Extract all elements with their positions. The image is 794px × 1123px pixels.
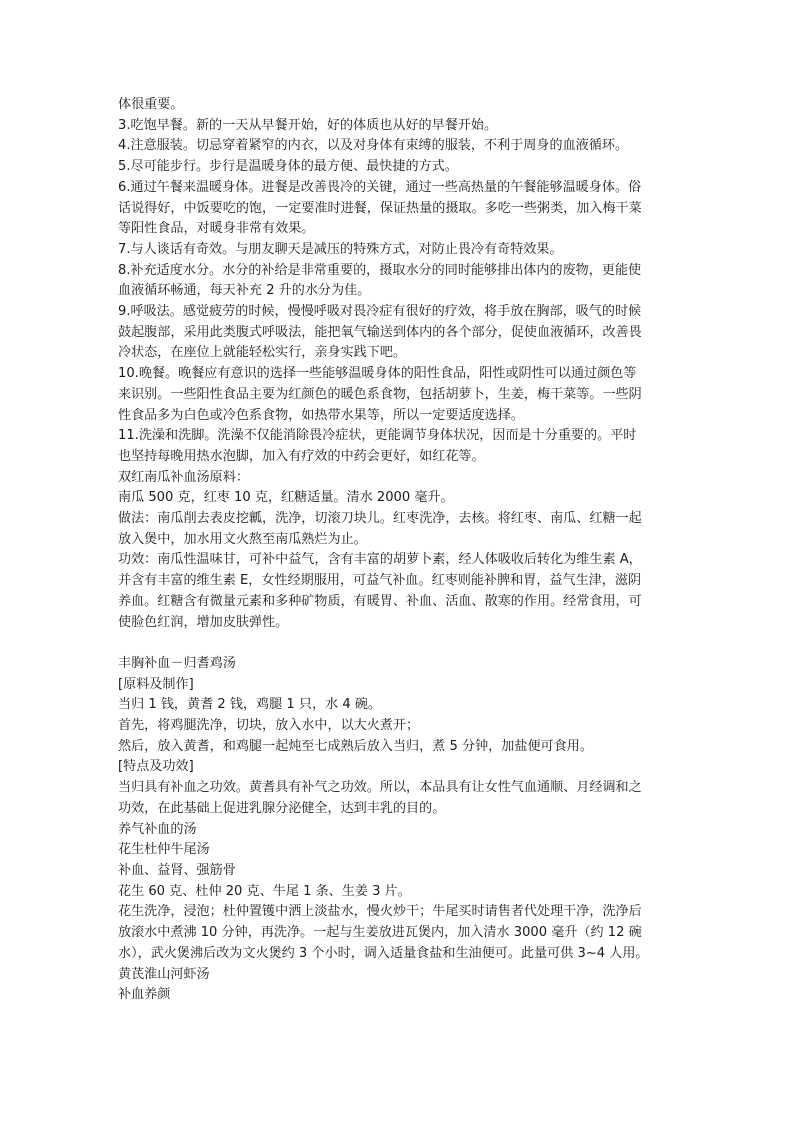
section-heading: 养气补血的汤	[118, 821, 197, 837]
text-line: 6.通过午餐来温暖身体。进餐是改善畏冷的关键，通过一些高热量的午餐能够温暖身体。俗	[118, 179, 642, 195]
text-line: 养血。红糖含有微量元素和多种矿物质，有暖胃、补血、活血、散寒的作用。经常食用，可	[118, 593, 642, 609]
text-line: 性食品多为白色或冷色系食物，如热带水果等，所以一定要适度选择。	[118, 407, 524, 423]
text-line: [特点及功效]	[118, 759, 194, 775]
text-line: 体很重要。	[118, 97, 184, 112]
text-line: 7.与人谈话有奇效。与朋友聊天是减压的特殊方式，对防止畏冷有奇特效果。	[118, 241, 563, 257]
text-line: 放滚水中煮沸 10 分钟，再洗净。一起与生姜放进瓦煲内，加入清水 3000 毫升（约 12 碗	[118, 925, 642, 941]
text-line: 南瓜 500 克，红枣 10 克，红糖适量。清水 2000 毫升。	[118, 490, 454, 506]
text-line: 水），武火煲沸后改为文火煲约 3 个小时，调入适量食盐和生油便可。此量可供 3~4 人用。	[118, 945, 649, 961]
text-line: 放入煲中，加水用文火熬至南瓜熟烂为止。	[118, 531, 367, 547]
text-line: 然后，放入黄耆，和鸡腿一起炖至七成熟后放入当归，煮 5 分钟，加盐便可食用。	[118, 738, 593, 754]
section-heading: 双红南瓜补血汤原料：	[118, 469, 249, 485]
text-line: 话说得好，中饭要吃的饱，一定要准时进餐，保证热量的摄取。多吃一些粥类，加入梅干菜	[118, 200, 642, 216]
text-line: 3.吃饱早餐。新的一天从早餐开始，好的体质也从好的早餐开始。	[118, 117, 498, 133]
text-line: 花生洗净，浸泡；杜仲置镬中洒上淡盐水，慢火炒干；牛尾买时请售者代处理干净，洗净后	[118, 904, 642, 920]
text-line: 补血、益肾、强筋骨	[118, 863, 236, 878]
blank-line	[118, 633, 684, 654]
document-body	[118, 95, 684, 1006]
section-heading: 黄芪淮山河虾汤	[118, 966, 210, 982]
text-line: [原料及制作]	[118, 676, 194, 692]
text-line: 做法：南瓜削去表皮挖瓤，洗净，切滚刀块儿。红枣洗净，去核。将红枣、南瓜、红糖一起	[118, 511, 642, 527]
text-line: 鼓起腹部，采用此类腹式呼吸法，能把氧气输送到体内的各个部分，促使血液循环，改善畏	[118, 324, 642, 340]
text-line: 并含有丰富的维生素 E，女性经期服用，可益气补血。红枣则能补脾和胃，益气生津，滋阴	[118, 573, 642, 589]
section-heading: 花生杜仲牛尾汤	[118, 842, 210, 858]
text-line: 功效：南瓜性温味甘，可补中益气，含有丰富的胡萝卜素，经人体吸收后转化为维生素 A，	[118, 552, 642, 568]
text-line: 等阳性食品，对暖身非常有效果。	[118, 221, 315, 237]
text-line: 冷状态，在座位上就能轻松实行，亲身实践下吧。	[118, 345, 407, 361]
text-line: 也坚持每晚用热水泡脚，加入有疗效的中药会更好，如红花等。	[118, 448, 485, 464]
text-line: 补血养颜	[118, 987, 171, 1003]
text-line: 11.洗澡和洗脚。洗澡不仅能消除畏冷症状，更能调节身体状况，因而是十分重要的。平时	[118, 428, 637, 444]
text-line: 首先，将鸡腿洗净，切块，放入水中，以大火煮开；	[118, 718, 420, 734]
section-heading: 丰胸补血－归耆鸡汤	[118, 655, 236, 671]
text-line: 8.补充适度水分。水分的补给是非常重要的，摄取水分的同时能够排出体内的废物，更能使	[118, 262, 642, 278]
text-line: 使脸色红润，增加皮肤弹性。	[118, 614, 289, 630]
text-line: 功效，在此基础上促进乳腺分泌健全，达到丰乳的目的。	[118, 800, 446, 816]
text-line: 来识别。一些阳性食品主要为红颜色的暖色系食物，包括胡萝卜，生姜，梅干菜等。一些阴	[118, 386, 642, 402]
text-line: 当归具有补血之功效。黄耆具有补气之功效。所以，本品具有让女性气血通顺、月经调和之	[118, 780, 642, 796]
text-line: 9.呼吸法。感觉疲劳的时候，慢慢呼吸对畏冷症有很好的疗效，将手放在胸部，吸气的时候	[118, 304, 642, 320]
text-line: 当归 1 钱，黄耆 2 钱，鸡腿 1 只，水 4 碗。	[118, 697, 382, 713]
text-line: 5.尽可能步行。步行是温暖身体的最方便、最快捷的方式。	[118, 159, 458, 175]
text-line: 血液循环畅通，每天补充 2 升的水分为佳。	[118, 283, 371, 299]
text-line: 4.注意服装。切忌穿着紧窄的内衣，以及对身体有束缚的服装，不利于周身的血液循环。	[118, 138, 629, 154]
text-line: 花生 60 克、杜仲 20 克、牛尾 1 条、生姜 3 片。	[118, 883, 411, 899]
text-line: 10.晚餐。晚餐应有意识的选择一些能够温暖身体的阳性食品，阳性或阴性可以通过颜色等	[118, 366, 637, 382]
